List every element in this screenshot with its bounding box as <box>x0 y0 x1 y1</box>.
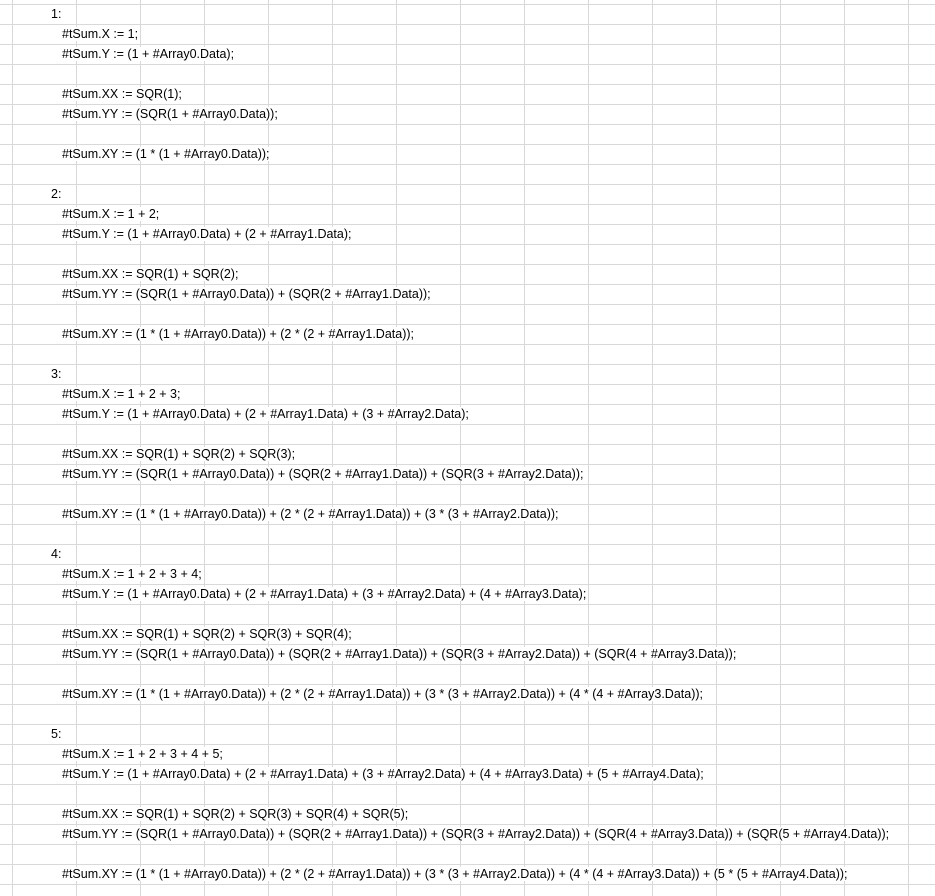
cell-text: #tSum.YY := (SQR(1 + #Array0.Data)) + (SQR(2 + #Array1.Data)); <box>62 287 431 301</box>
cell-text <box>62 347 63 361</box>
code-line-cell[interactable] <box>62 784 63 804</box>
cell-text: #tSum.XY := (1 * (1 + #Array0.Data)) + (2 * (2 + #Array1.Data)) + (3 * (3 + #Array2.Data)) + (4 * (4 + #Array3.Data)) + (5 * (5 + #Array4.Data)); <box>62 867 848 881</box>
code-line-cell[interactable] <box>62 824 890 844</box>
cell-text: 1: <box>51 7 62 21</box>
code-line-cell[interactable] <box>62 484 63 504</box>
code-line-cell[interactable] <box>62 224 352 244</box>
cell-text: #tSum.X := 1; <box>62 27 139 41</box>
cell-text: #tSum.XY := (1 * (1 + #Array0.Data)) + (2 * (2 + #Array1.Data)) + (3 * (3 + #Array2.Data)); <box>62 507 559 521</box>
code-line-cell[interactable] <box>62 644 737 664</box>
code-line-cell[interactable] <box>62 344 63 364</box>
cell-text: #tSum.XY := (1 * (1 + #Array0.Data)); <box>62 147 270 161</box>
section-header-cell[interactable] <box>51 4 62 24</box>
cell-text <box>62 707 63 721</box>
code-line-cell[interactable] <box>62 524 63 544</box>
code-line-cell[interactable] <box>62 424 63 444</box>
code-line-cell[interactable] <box>62 284 432 304</box>
code-line-cell[interactable] <box>62 804 409 824</box>
code-line-cell[interactable] <box>62 704 63 724</box>
code-line-cell[interactable] <box>62 624 353 644</box>
code-line-cell[interactable] <box>62 124 63 144</box>
cell-text: #tSum.Y := (1 + #Array0.Data) + (2 + #Array1.Data); <box>62 227 352 241</box>
section-header-cell[interactable] <box>51 184 62 204</box>
code-line-cell[interactable] <box>62 604 63 624</box>
cell-text <box>62 787 63 801</box>
code-line-cell[interactable] <box>62 64 63 84</box>
code-line-cell[interactable] <box>62 204 160 224</box>
cell-text: 2: <box>51 187 62 201</box>
code-line-cell[interactable] <box>62 384 181 404</box>
code-line-cell[interactable] <box>62 44 235 64</box>
cell-text: #tSum.YY := (SQR(1 + #Array0.Data)) + (SQR(2 + #Array1.Data)) + (SQR(3 + #Array2.Data)); <box>62 467 584 481</box>
cell-text <box>62 247 63 261</box>
cell-text: #tSum.X := 1 + 2 + 3; <box>62 387 181 401</box>
code-line-cell[interactable] <box>62 684 704 704</box>
code-line-cell[interactable] <box>62 244 63 264</box>
cell-text <box>62 67 63 81</box>
cell-text: #tSum.XX := SQR(1) + SQR(2) + SQR(3); <box>62 447 296 461</box>
cell-text: #tSum.XY := (1 * (1 + #Array0.Data)) + (2 * (2 + #Array1.Data)) + (3 * (3 + #Array2.Data)) + (4 * (4 + #Array3.Data)); <box>62 687 703 701</box>
code-line-cell[interactable] <box>62 864 849 884</box>
code-line-cell[interactable] <box>62 104 279 124</box>
cell-text: #tSum.Y := (1 + #Array0.Data) + (2 + #Array1.Data) + (3 + #Array2.Data) + (4 + #Array3.Data); <box>62 587 587 601</box>
cell-text: #tSum.X := 1 + 2; <box>62 207 160 221</box>
code-line-cell[interactable] <box>62 744 224 764</box>
code-line-cell[interactable] <box>62 324 415 344</box>
cell-text <box>62 847 63 861</box>
code-line-cell[interactable] <box>62 404 470 424</box>
cell-text: #tSum.XX := SQR(1) + SQR(2); <box>62 267 239 281</box>
code-line-cell[interactable] <box>62 764 705 784</box>
code-line-cell[interactable] <box>62 504 560 524</box>
cell-text <box>62 427 63 441</box>
cell-text: #tSum.XX := SQR(1) + SQR(2) + SQR(3) + SQR(4) + SQR(5); <box>62 807 409 821</box>
cell-text: #tSum.Y := (1 + #Array0.Data) + (2 + #Array1.Data) + (3 + #Array2.Data) + (4 + #Array3.Data) + (5 + #Array4.Data); <box>62 767 704 781</box>
cell-text: #tSum.XX := SQR(1) + SQR(2) + SQR(3) + SQR(4); <box>62 627 352 641</box>
code-line-cell[interactable] <box>62 464 584 484</box>
code-line-cell[interactable] <box>62 84 183 104</box>
code-line-cell[interactable] <box>62 264 239 284</box>
cell-text: #tSum.X := 1 + 2 + 3 + 4; <box>62 567 202 581</box>
code-line-cell[interactable] <box>62 564 203 584</box>
cell-text: #tSum.Y := (1 + #Array0.Data); <box>62 47 235 61</box>
cell-text: #tSum.XX := SQR(1); <box>62 87 182 101</box>
cell-text: #tSum.YY := (SQR(1 + #Array0.Data)) + (SQR(2 + #Array1.Data)) + (SQR(3 + #Array2.Data)) + (SQR(4 + #Array3.Data)); <box>62 647 737 661</box>
cell-text <box>62 167 63 181</box>
section-header-cell[interactable] <box>51 544 62 564</box>
section-header-cell[interactable] <box>51 364 62 384</box>
cell-text: #tSum.YY := (SQR(1 + #Array0.Data)); <box>62 107 278 121</box>
code-line-cell[interactable] <box>62 304 63 324</box>
cell-text <box>62 527 63 541</box>
cell-text <box>62 667 63 681</box>
section-header-cell[interactable] <box>51 724 62 744</box>
cell-text: #tSum.YY := (SQR(1 + #Array0.Data)) + (SQR(2 + #Array1.Data)) + (SQR(3 + #Array2.Data)) + (SQR(4 + #Array3.Data)) + (SQR(5 + #Array4.Data)); <box>62 827 890 841</box>
cell-text: 5: <box>51 727 62 741</box>
code-line-cell[interactable] <box>62 164 63 184</box>
code-line-cell[interactable] <box>62 664 63 684</box>
cell-text <box>62 607 63 621</box>
code-line-cell[interactable] <box>62 844 63 864</box>
code-line-cell[interactable] <box>62 144 271 164</box>
cell-text: #tSum.Y := (1 + #Array0.Data) + (2 + #Array1.Data) + (3 + #Array2.Data); <box>62 407 469 421</box>
cell-text: #tSum.X := 1 + 2 + 3 + 4 + 5; <box>62 747 223 761</box>
cell-text: #tSum.XY := (1 * (1 + #Array0.Data)) + (2 * (2 + #Array1.Data)); <box>62 327 414 341</box>
cell-text <box>62 127 63 141</box>
code-line-cell[interactable] <box>62 444 296 464</box>
cell-text <box>62 307 63 321</box>
cell-text <box>62 487 63 501</box>
cell-text: 4: <box>51 547 62 561</box>
cell-text: 3: <box>51 367 62 381</box>
code-line-cell[interactable] <box>62 584 587 604</box>
code-line-cell[interactable] <box>62 24 139 44</box>
